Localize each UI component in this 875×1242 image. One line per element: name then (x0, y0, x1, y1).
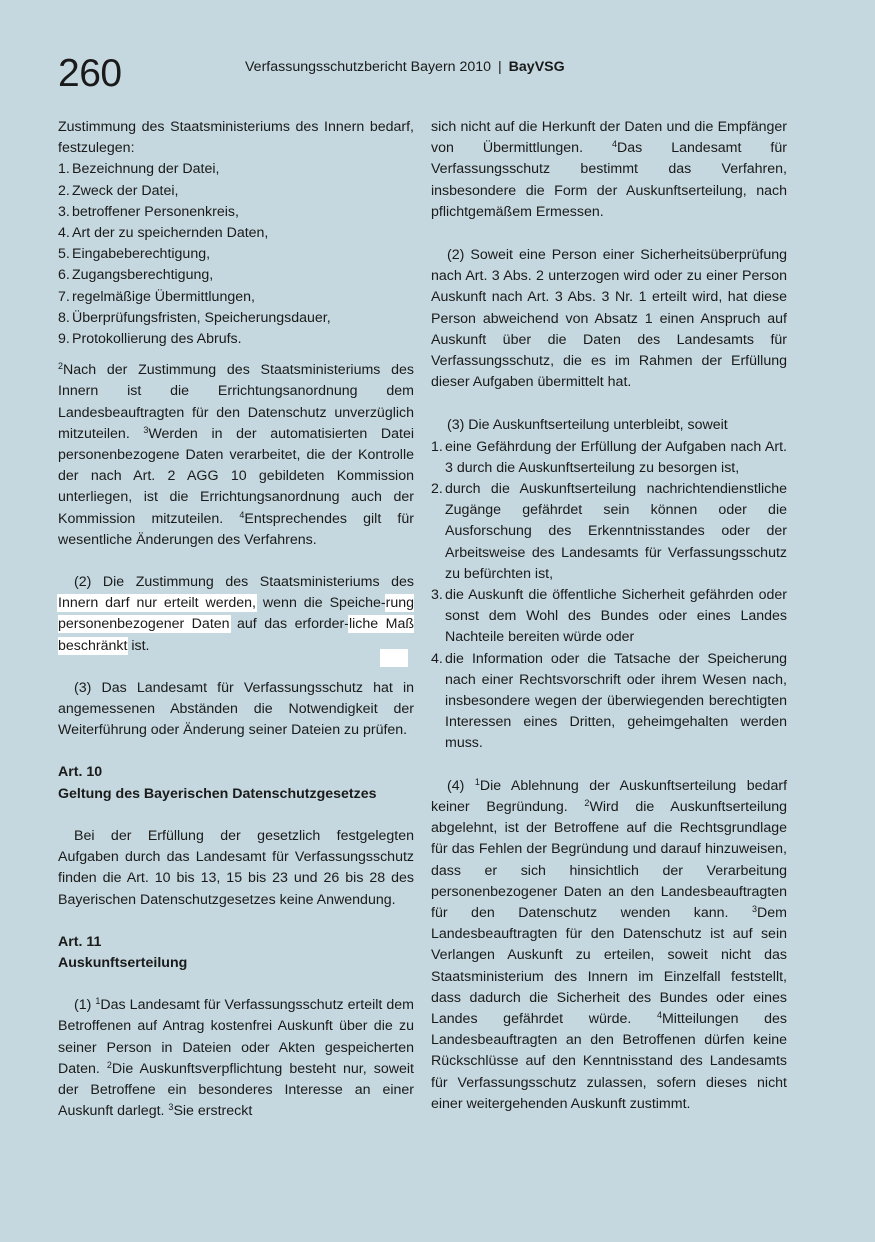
header-separator: | (498, 59, 502, 75)
highlighted-text: Innern darf nur erteilt werden, (58, 595, 256, 612)
right-column (431, 117, 787, 1115)
article-11-paragraph-1: (1) $^1$Das Landesamt für Verfassungsschutz erteilt dem Betroffenen auf Antrag kostenfrei Auskunft über die zu seiner Person in Dateien oder Akten gespeicherten Daten. $^2$Die Auskunftsverpflichtung besteht nur, soweit der Betroffene ein besonderes Interesse an einer Auskunft darlegt. $^3$Sie erstreckt (58, 996, 414, 1120)
article-10-number: Art. 10 (58, 764, 103, 781)
left-column (58, 117, 414, 1122)
article-11-number: Art. 11 (58, 933, 102, 950)
paragraph-continuation: sich nicht auf die Herkunft der Daten und die Empfänger von Übermittlungen. $^4$Das Landesamt für Verfassungsschutz bestimmt das Verfahren, insbesondere die Form der Auskunftserteilung, nach pflichtgemäßem Ermessen. (431, 119, 787, 220)
list-item: 9. Protokollierung des Abrufs. (58, 331, 242, 348)
paragraph-zustimmung: (2) Die Zustimmung des Staatsministeriums des Innern darf nur erteilt werden, wenn die Speiche-rung personenbezogener Daten auf das erforder-liche Maß beschränkt ist. (58, 574, 414, 654)
list-item: 1. Bezeichnung der Datei, (58, 161, 220, 178)
list-item: 3. betroffener Personenkreis, (58, 203, 239, 220)
list-item: 1. eine Gefährdung der Erfüllung der Aufgaben nach Art. 3 durch die Auskunftserteilung zu besorgen ist, (431, 438, 787, 476)
list-item: 2. durch die Auskunftserteilung nachrichtendienstliche Zugänge gefährdet sein können oder die Ausforschung des Erkenntnisstandes oder der Arbeitsweise des Landesamts für Verfassungsschutz zu befürchten ist, (431, 481, 787, 582)
article-10-text: Bei der Erfüllung der gesetzlich festgelegten Aufgaben durch das Landesamt für Verfassungsschutz finden die Art. 10 bis 13, 15 bis 23 und 26 bis 28 des Bayerischen Datenschutzgesetzes keine Anwendung. (58, 827, 414, 908)
article-10-title: Geltung des Bayerischen Datenschutzgesetzes (58, 785, 377, 802)
list-item: 2. Zweck der Datei, (58, 182, 179, 199)
highlighted-text: rung personenbezogener Daten (58, 595, 414, 633)
blank-box (380, 649, 408, 667)
paragraph-pruefung: (3) Das Landesamt für Verfassungsschutz hat in angemessenen Abständen die Notwendigkeit der Weiterführung oder Änderung seiner Dateien zu prüfen. (58, 679, 414, 739)
highlighted-text: liche Maß beschränkt (58, 616, 414, 654)
running-header (245, 57, 565, 77)
paragraph-3: (3) Die Auskunftserteilung unterbleibt, soweit (447, 417, 728, 434)
list-item: 7. regelmäßige Übermittlungen, (58, 288, 255, 305)
paragraph-sentences-2-4: $^2$Nach der Zustimmung des Staatsministeriums des Innern ist die Errichtungsanordnung dem Landesbeauftragten für den Datenschutz unverzüglich mitzuteilen. $^3$Werden in der automatisierten Datei personenbezogene Daten verarbeitet, die der Kontrolle der nach Art. 2 AGG 10 gebildeten Kommission unterliegen, ist die Errichtungsanordnung auch der Kommission mitzuteilen. $^4$Entsprechendes gilt für wesentliche Änderungen des Verfahrens. (58, 361, 414, 548)
intro-paragraph: Zustimmung des Staatsministeriums des Innern bedarf, festzulegen: (58, 119, 414, 157)
page-number: 260 (58, 52, 122, 95)
list-item: 6. Zugangsberechtigung, (58, 267, 214, 284)
paragraph-2: (2) Soweit eine Person einer Sicherheitsüberprüfung nach Art. 3 Abs. 2 unterzogen wird oder zu einer Person Auskunft nach Art. 3 Abs. 3 Nr. 1 erteilt wird, hat diese Person abweichend von Absatz 1 einen Anspruch auf Auskunft über die Daten des Landesamts für Verfassungsschutz, die es im Rahmen der Erfüllung dieser Aufgaben übermittelt hat. (431, 247, 787, 391)
list-item: 4. Art der zu speichernden Daten, (58, 225, 269, 242)
paragraph-4: (4) $^1$Die Ablehnung der Auskunftserteilung bedarf keiner Begründung. $^2$Wird die Auskunftserteilung abgelehnt, ist der Betroffene auf die Rechtsgrundlage für das Fehlen der Begründung und darauf hinzuweisen, dass er sich hinsichtlich der Verarbeitung personenbezogener Daten an den Landesbeauftragten für den Datenschutz wenden kann. $^3$Dem Landesbeauftragten für den Datenschutz ist auf sein Verlangen Auskunft zu erteilen, soweit nicht das Staatsministerium des Innern im Einzelfall feststellt, dass dadurch die Sicherheit des Bundes oder eines Landes gefährdet würde. $^4$Mitteilungen des Landesbeauftragten an den Betroffenen dürfen keine Rückschlüsse auf den Kenntnisstand des Landesamts für Verfassungsschutz zulassen, sofern dieses nicht einer weitergehenden Auskunft zustimmt. (431, 776, 788, 1112)
list-item: 8. Überprüfungsfristen, Speicherungsdauer, (58, 309, 331, 326)
article-11-title: Auskunftserteilung (58, 954, 188, 971)
list-item: 3. die Auskunft die öffentliche Sicherheit gefährden oder sonst dem Wohl des Bundes oder eines Landes Nachteile bereiten würde oder (431, 587, 787, 646)
report-title: Verfassungsschutzbericht Bayern 2010 (245, 59, 492, 75)
ausnahme-list (431, 437, 787, 755)
section-label: BayVSG (508, 59, 565, 75)
list-item: 4. die Information oder die Tatsache der Speicherung nach einer Rechtsvorschrift oder ihrem Wesen nach, insbesondere wegen der überwiegenden berechtigten Interessen eines Dritten, geheimgehalten werden muss. (431, 650, 787, 752)
datei-list (58, 159, 414, 350)
list-item: 5. Eingabeberechtigung, (58, 246, 211, 263)
